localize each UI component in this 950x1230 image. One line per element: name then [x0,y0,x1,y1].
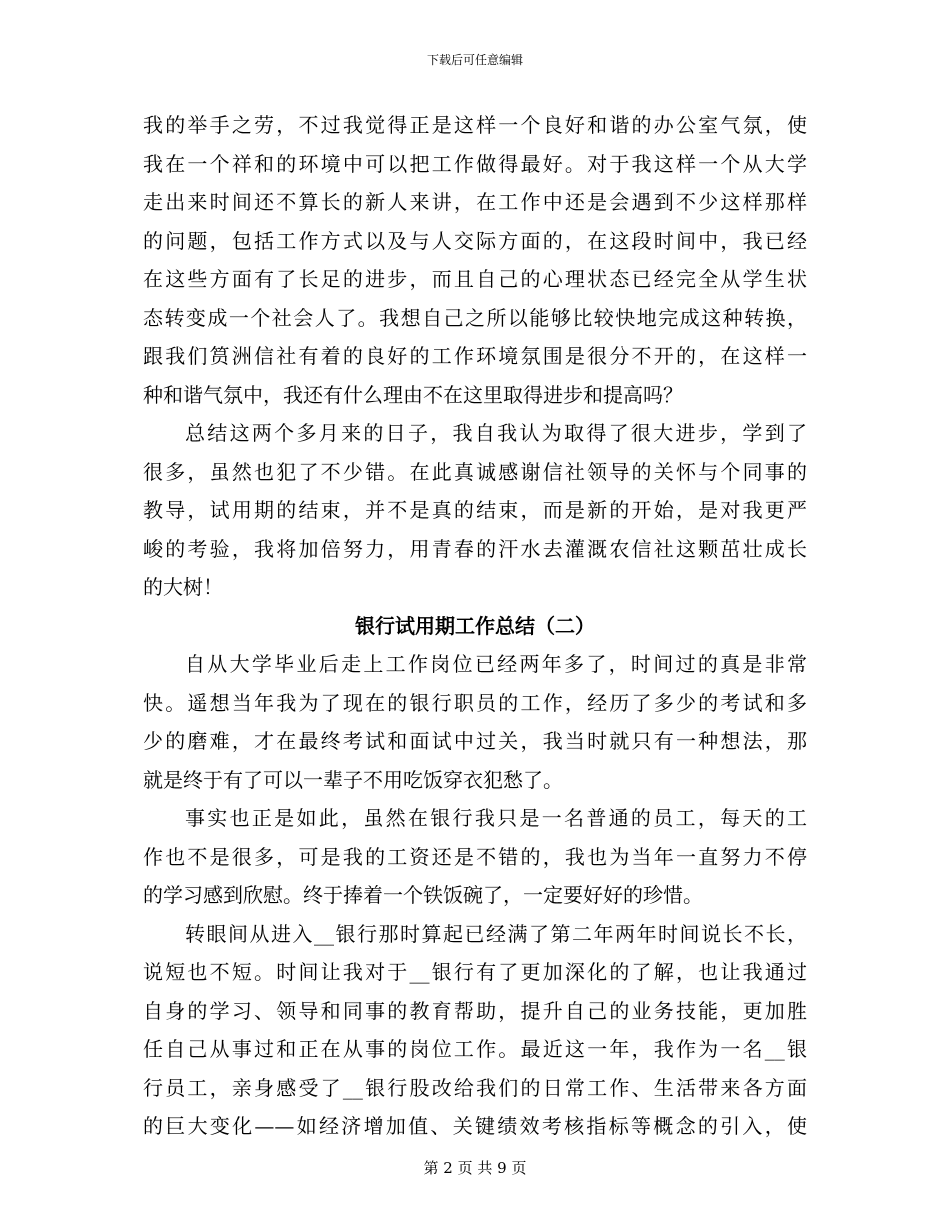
text-line: 的大树！ [143,575,223,599]
text-line: 的问题，包括工作方式以及与人交际方面的，在这段时间中，我已经 [143,228,807,253]
text-line: 很多，虽然也犯了不少错。在此真诚感谢信社领导的关怀与个同事的 [143,459,807,484]
text-line: 的巨大变化——如经济增加值、关键绩效考核指标等概念的引入，使 [143,1114,807,1138]
text-line: 态转变成一个社会人了。我想自己之所以能够比较快地完成这种转换， [143,305,807,330]
text-line: 就是终于有了可以一辈子不用吃饭穿衣犯愁了。 [143,767,563,792]
paragraph [143,645,807,799]
text-line: 自从大学毕业后走上工作岗位已经两年多了，时间过的真是非常 [185,652,807,676]
document-body [143,106,807,1146]
text-line: 行员工，亲身感受了__银行股改给我们的日常工作、生活带来各方面 [143,1075,807,1100]
text-line: 说短也不短。时间让我对于__银行有了更加深化的了解，也让我通过 [143,960,807,984]
text-line: 自身的学习、领导和同事的教育帮助，提升自己的业务技能，更加胜 [143,998,807,1023]
text-line: 教导，试用期的结束，并不是真的结束，而是新的开始，是对我更严 [143,498,807,522]
text-line: 在这些方面有了长足的进步，而且自己的心理状态已经完全从学生状 [143,267,807,291]
text-line: 事实也正是如此，虽然在银行我只是一名普通的员工，每天的工 [185,806,807,830]
paragraph [143,414,807,607]
text-line: 转眼间从进入__银行那时算起已经满了第二年两年时间说长不长， [185,921,807,946]
text-line: 峻的考验，我将加倍努力，用青春的汗水去灌溉农信社这颗茁壮成长 [143,536,807,561]
text-line: 总结这两个多月来的日子，我自我认为取得了很大进步，学到了 [185,421,807,445]
text-line: 作也不是很多，可是我的工资还是不错的，我也为当年一直努力不停 [143,844,807,869]
section-title: 银行试用期工作总结（二） [355,613,595,638]
paragraph [143,915,807,1146]
text-line: 任自己从事过和正在从事的岗位工作。最近这一年，我作为一名__银 [143,1037,807,1061]
text-line: 我的举手之劳，不过我觉得正是这样一个良好和谐的办公室气氛，使 [143,113,807,137]
text-line: 快。遥想当年我为了现在的银行职员的工作，经历了多少的考试和多 [143,690,807,715]
text-line: 跟我们筼洲信社有着的良好的工作环境氛围是很分不开的，在这样一 [143,344,807,368]
page-footer: 第 2 页 共 9 页 [423,1159,527,1177]
paragraph [143,799,807,915]
text-line: 走出来时间还不算长的新人来讲，在工作中还是会遇到不少这样那样 [143,190,807,214]
page-header: 下载后可任意编辑 [426,53,523,67]
text-line: 种和谐气氛中，我还有什么理由不在这里取得进步和提高吗？ [143,382,683,407]
text-line: 少的磨难，才在最终考试和面试中过关，我当时就只有一种想法，那 [143,729,807,753]
text-line: 我在一个祥和的环境中可以把工作做得最好。对于我这样一个从大学 [143,151,807,176]
paragraph [143,106,807,414]
text-line: 的学习感到欣慰。终于捧着一个铁饭碗了，一定要好好的珍惜。 [143,883,703,907]
